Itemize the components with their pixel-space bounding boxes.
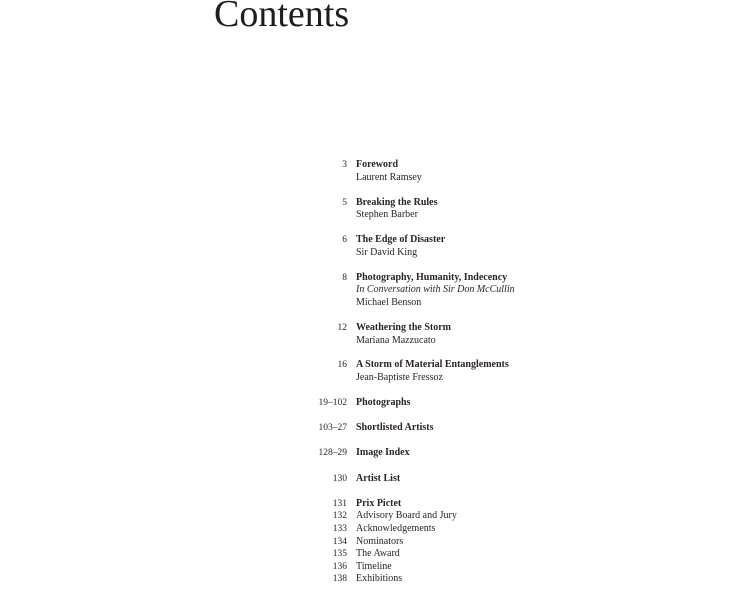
toc-entry-title: Photography, Humanity, Indecency: [356, 271, 508, 283]
toc-subitem-nominators[interactable]: [300, 536, 560, 549]
toc-entry-weathering-the-storm[interactable]: [300, 322, 560, 347]
toc-page-number: 131: [332, 498, 347, 509]
toc-entry-title: Artist List: [356, 472, 401, 484]
toc-entry-author: Mariana Mazzucato: [356, 334, 436, 346]
toc-page-number: 103–27: [318, 423, 347, 434]
toc-page-number: 16: [337, 360, 347, 371]
toc-entry-title: Foreword: [356, 159, 399, 170]
toc-page-number: 133: [332, 524, 347, 534]
toc-subitem-exhibitions[interactable]: [300, 573, 560, 586]
toc-page-number: 8: [342, 272, 347, 283]
toc-entry-subtitle: In Conversation with Sir Don McCullin: [356, 284, 515, 296]
toc-page-number: 6: [342, 235, 347, 246]
toc-page-number: 19–102: [318, 398, 347, 409]
toc-page-number: 134: [332, 536, 347, 547]
toc-subitem-label: Exhibitions: [356, 573, 403, 585]
toc-page-number: 128–29: [318, 448, 347, 459]
toc-entry-title: Photographs: [356, 397, 411, 409]
toc-entry-photography-humanity-indecency[interactable]: [300, 272, 560, 310]
toc-subitem-label: Nominators: [356, 535, 404, 547]
toc-subitem-label: Advisory Board and Jury: [356, 510, 457, 522]
toc-entry-title: Breaking the Rules: [356, 196, 438, 208]
toc-page-number: 130: [332, 473, 347, 484]
toc-subitem-advisory-board[interactable]: [300, 510, 560, 523]
toc-page-number: 138: [332, 574, 347, 585]
toc-page-number: 5: [342, 197, 347, 208]
table-of-contents: [300, 159, 560, 586]
toc-entry-title: The Edge of Disaster: [356, 234, 446, 246]
toc-entry-artist-list[interactable]: [300, 473, 560, 486]
page-title: Contents: [214, 0, 350, 35]
toc-entry-author: Jean-Baptiste Fressoz: [356, 372, 443, 384]
toc-entry-title: Weathering the Storm: [356, 321, 451, 333]
toc-page-number: 135: [332, 549, 347, 560]
toc-entry-breaking-the-rules[interactable]: [300, 197, 560, 222]
toc-entry-author: Stephen Barber: [356, 209, 418, 221]
toc-subitem-the-award[interactable]: [300, 548, 560, 561]
toc-entry-storm-of-material-entanglements[interactable]: [300, 359, 560, 384]
toc-entry-shortlisted-artists[interactable]: [300, 422, 560, 435]
toc-subitem-label: Acknowledgements: [356, 523, 436, 534]
toc-entry-edge-of-disaster[interactable]: [300, 234, 560, 259]
toc-entry-title: A Storm of Material Entanglements: [356, 359, 509, 371]
toc-subitem-timeline[interactable]: [300, 561, 560, 574]
toc-subitem-label: Timeline: [356, 560, 392, 572]
toc-entry-author: Laurent Ramsey: [356, 171, 422, 183]
toc-entry-image-index[interactable]: [300, 447, 560, 460]
toc-entry-foreword[interactable]: [300, 159, 560, 184]
toc-subitem-acknowledgements[interactable]: [300, 523, 560, 536]
toc-entry-prix-pictet[interactable]: [300, 498, 560, 511]
toc-entry-title: Shortlisted Artists: [356, 422, 434, 434]
toc-entry-title: Prix Pictet: [356, 497, 402, 509]
toc-entry-author: Michael Benson: [356, 296, 422, 308]
toc-page-number: 132: [332, 511, 347, 522]
toc-entry-photographs[interactable]: [300, 397, 560, 410]
toc-page-number: 12: [337, 322, 347, 333]
toc-entry-author: Sir David King: [356, 246, 418, 258]
toc-subitem-label: The Award: [356, 548, 400, 560]
toc-entry-title: Image Index: [356, 447, 410, 459]
toc-page-number: 3: [342, 160, 347, 170]
toc-page-number: 136: [332, 561, 347, 572]
